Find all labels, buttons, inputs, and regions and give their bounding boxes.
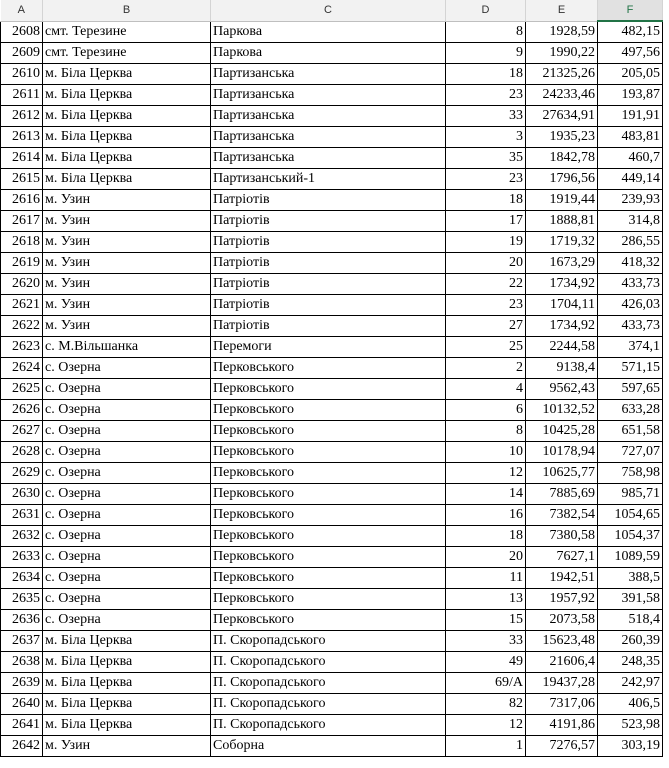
cell-f[interactable]: 523,98 — [598, 715, 663, 736]
cell-f[interactable]: 374,1 — [598, 337, 663, 358]
cell-a[interactable]: 2640 — [1, 694, 43, 715]
cell-b[interactable]: м. Біла Церква — [43, 148, 211, 169]
cell-f[interactable]: 391,58 — [598, 589, 663, 610]
column-header-d[interactable]: D — [446, 0, 526, 21]
cell-e[interactable]: 7380,58 — [526, 526, 598, 547]
cell-a[interactable]: 2610 — [1, 64, 43, 85]
table-row — [1, 505, 663, 526]
cell-b[interactable]: с. Озерна — [43, 526, 211, 547]
cell-e[interactable]: 21325,26 — [526, 64, 598, 85]
cell-b[interactable]: с. Озерна — [43, 484, 211, 505]
cell-c[interactable]: Перковського — [211, 463, 446, 484]
table-row — [1, 358, 663, 379]
cell-b[interactable]: смт. Терезине — [43, 21, 211, 43]
cell-e[interactable]: 1888,81 — [526, 211, 598, 232]
cell-a[interactable]: 2620 — [1, 274, 43, 295]
table-row — [1, 442, 663, 463]
cell-c[interactable]: П. Скоропадського — [211, 631, 446, 652]
cell-f[interactable]: 482,15 — [598, 21, 663, 43]
cell-d[interactable]: 27 — [446, 316, 526, 337]
table-row — [1, 715, 663, 736]
cell-b[interactable]: с. Озерна — [43, 442, 211, 463]
cell-a[interactable]: 2616 — [1, 190, 43, 211]
cell-a[interactable]: 2639 — [1, 673, 43, 694]
cell-a[interactable]: 2635 — [1, 589, 43, 610]
cell-f[interactable]: 985,71 — [598, 484, 663, 505]
column-header-e[interactable]: E — [526, 0, 598, 21]
cell-d[interactable]: 1 — [446, 736, 526, 757]
cell-f[interactable]: 248,35 — [598, 652, 663, 673]
cell-a[interactable]: 2625 — [1, 379, 43, 400]
cell-c[interactable]: Патріотів — [211, 211, 446, 232]
cell-e[interactable]: 1734,92 — [526, 316, 598, 337]
cell-d[interactable]: 9 — [446, 43, 526, 64]
cell-c[interactable]: Перковського — [211, 526, 446, 547]
cell-e[interactable]: 10132,52 — [526, 400, 598, 421]
cell-b[interactable]: м. Узин — [43, 232, 211, 253]
cell-a[interactable]: 2629 — [1, 463, 43, 484]
cell-e[interactable]: 27634,91 — [526, 106, 598, 127]
cell-c[interactable]: Партизанський-1 — [211, 169, 446, 190]
cell-a[interactable]: 2632 — [1, 526, 43, 547]
cell-f[interactable]: 758,98 — [598, 463, 663, 484]
cell-a[interactable]: 2623 — [1, 337, 43, 358]
cell-f[interactable]: 242,97 — [598, 673, 663, 694]
cell-f[interactable]: 433,73 — [598, 316, 663, 337]
cell-a[interactable]: 2609 — [1, 43, 43, 64]
cell-a[interactable]: 2627 — [1, 421, 43, 442]
cell-d[interactable]: 4 — [446, 379, 526, 400]
cell-d[interactable]: 3 — [446, 127, 526, 148]
cell-c[interactable]: П. Скоропадського — [211, 694, 446, 715]
cell-f[interactable]: 1054,37 — [598, 526, 663, 547]
cell-d[interactable]: 18 — [446, 190, 526, 211]
cell-d[interactable]: 25 — [446, 337, 526, 358]
table-row — [1, 190, 663, 211]
cell-c[interactable]: Перковського — [211, 379, 446, 400]
cell-a[interactable]: 2626 — [1, 400, 43, 421]
cell-e[interactable]: 2244,58 — [526, 337, 598, 358]
cell-b[interactable]: м. Біла Церква — [43, 127, 211, 148]
cell-b[interactable]: с. Озерна — [43, 505, 211, 526]
table-row — [1, 253, 663, 274]
table-row — [1, 316, 663, 337]
cell-d[interactable]: 16 — [446, 505, 526, 526]
table-row — [1, 484, 663, 505]
table-row — [1, 337, 663, 358]
cell-d[interactable]: 11 — [446, 568, 526, 589]
cell-f[interactable]: 483,81 — [598, 127, 663, 148]
table-row — [1, 127, 663, 148]
cell-d[interactable]: 35 — [446, 148, 526, 169]
table-row — [1, 43, 663, 64]
cell-c[interactable]: Патріотів — [211, 295, 446, 316]
cell-c[interactable]: Партизанська — [211, 85, 446, 106]
column-header-c[interactable]: C — [211, 0, 446, 21]
cell-a[interactable]: 2615 — [1, 169, 43, 190]
cell-b[interactable]: м. Узин — [43, 211, 211, 232]
cell-b[interactable]: с. Озерна — [43, 589, 211, 610]
cell-a[interactable]: 2631 — [1, 505, 43, 526]
cell-f[interactable]: 633,28 — [598, 400, 663, 421]
cell-f[interactable]: 433,73 — [598, 274, 663, 295]
cell-a[interactable]: 2619 — [1, 253, 43, 274]
cell-a[interactable]: 2624 — [1, 358, 43, 379]
table-row — [1, 526, 663, 547]
table-row — [1, 421, 663, 442]
cell-e[interactable]: 1919,44 — [526, 190, 598, 211]
table-row — [1, 106, 663, 127]
cell-c[interactable]: П. Скоропадського — [211, 715, 446, 736]
cell-a[interactable]: 2634 — [1, 568, 43, 589]
column-header-b[interactable]: B — [43, 0, 211, 21]
table-row — [1, 673, 663, 694]
cell-e[interactable]: 2073,58 — [526, 610, 598, 631]
cell-b[interactable]: с. Озерна — [43, 358, 211, 379]
cell-f[interactable]: 460,7 — [598, 148, 663, 169]
cell-d[interactable]: 18 — [446, 526, 526, 547]
cell-f[interactable]: 727,07 — [598, 442, 663, 463]
cell-f[interactable]: 286,55 — [598, 232, 663, 253]
grid-body — [1, 21, 663, 757]
cell-d[interactable]: 82 — [446, 694, 526, 715]
table-row — [1, 232, 663, 253]
cell-f[interactable]: 651,58 — [598, 421, 663, 442]
cell-c[interactable]: Партизанська — [211, 106, 446, 127]
cell-f[interactable]: 449,14 — [598, 169, 663, 190]
cell-d[interactable]: 22 — [446, 274, 526, 295]
cell-c[interactable]: Перковського — [211, 421, 446, 442]
table-row — [1, 463, 663, 484]
table-row — [1, 295, 663, 316]
cell-d[interactable]: 17 — [446, 211, 526, 232]
cell-b[interactable]: м. Узин — [43, 736, 211, 757]
cell-e[interactable]: 1796,56 — [526, 169, 598, 190]
cell-f[interactable]: 418,32 — [598, 253, 663, 274]
table-row — [1, 400, 663, 421]
cell-f[interactable]: 314,8 — [598, 211, 663, 232]
cell-e[interactable]: 1704,11 — [526, 295, 598, 316]
table-row — [1, 568, 663, 589]
cell-c[interactable]: Партизанська — [211, 148, 446, 169]
cell-e[interactable]: 10625,77 — [526, 463, 598, 484]
cell-c[interactable]: П. Скоропадського — [211, 652, 446, 673]
cell-d[interactable]: 69/А — [446, 673, 526, 694]
table-row — [1, 148, 663, 169]
cell-e[interactable]: 7885,69 — [526, 484, 598, 505]
cell-a[interactable]: 2613 — [1, 127, 43, 148]
cell-d[interactable]: 20 — [446, 547, 526, 568]
cell-f[interactable]: 193,87 — [598, 85, 663, 106]
cell-b[interactable]: м. Біла Церква — [43, 85, 211, 106]
cell-b[interactable]: м. Біла Церква — [43, 169, 211, 190]
cell-e[interactable]: 10178,94 — [526, 442, 598, 463]
table-row — [1, 652, 663, 673]
cell-d[interactable]: 8 — [446, 21, 526, 43]
cell-f[interactable]: 1054,65 — [598, 505, 663, 526]
cell-a[interactable]: 2638 — [1, 652, 43, 673]
cell-e[interactable]: 9138,4 — [526, 358, 598, 379]
cell-e[interactable]: 1719,32 — [526, 232, 598, 253]
cell-a[interactable]: 2608 — [1, 21, 43, 43]
cell-b[interactable]: с. Озерна — [43, 568, 211, 589]
cell-c[interactable]: Патріотів — [211, 274, 446, 295]
cell-c[interactable]: Перковського — [211, 442, 446, 463]
cell-e[interactable]: 10425,28 — [526, 421, 598, 442]
cell-e[interactable]: 24233,46 — [526, 85, 598, 106]
cell-e[interactable]: 1957,92 — [526, 589, 598, 610]
cell-c[interactable]: Патріотів — [211, 190, 446, 211]
cell-c[interactable]: Патріотів — [211, 253, 446, 274]
cell-a[interactable]: 2614 — [1, 148, 43, 169]
cell-e[interactable]: 1734,92 — [526, 274, 598, 295]
cell-b[interactable]: с. Озерна — [43, 463, 211, 484]
cell-a[interactable]: 2630 — [1, 484, 43, 505]
cell-c[interactable]: Паркова — [211, 43, 446, 64]
cell-d[interactable]: 14 — [446, 484, 526, 505]
cell-f[interactable]: 191,91 — [598, 106, 663, 127]
cell-d[interactable]: 12 — [446, 463, 526, 484]
table-row — [1, 21, 663, 43]
cell-e[interactable]: 7276,57 — [526, 736, 598, 757]
cell-c[interactable]: Паркова — [211, 21, 446, 43]
cell-b[interactable]: с. Озерна — [43, 547, 211, 568]
cell-d[interactable]: 6 — [446, 400, 526, 421]
table-row — [1, 547, 663, 568]
cell-d[interactable]: 15 — [446, 610, 526, 631]
cell-a[interactable]: 2611 — [1, 85, 43, 106]
cell-c[interactable]: Перковського — [211, 505, 446, 526]
cell-b[interactable]: с. Озерна — [43, 379, 211, 400]
table-row — [1, 610, 663, 631]
table-row — [1, 631, 663, 652]
cell-b[interactable]: смт. Терезине — [43, 43, 211, 64]
table-row — [1, 379, 663, 400]
cell-a[interactable]: 2628 — [1, 442, 43, 463]
cell-b[interactable]: с. Озерна — [43, 421, 211, 442]
cell-c[interactable]: Перковського — [211, 484, 446, 505]
table-row — [1, 169, 663, 190]
cell-d[interactable]: 49 — [446, 652, 526, 673]
cell-c[interactable]: Партизанська — [211, 127, 446, 148]
cell-c[interactable]: Соборна — [211, 736, 446, 757]
column-header-row — [1, 0, 663, 21]
cell-c[interactable]: Перемоги — [211, 337, 446, 358]
cell-a[interactable]: 2637 — [1, 631, 43, 652]
cell-f[interactable]: 239,93 — [598, 190, 663, 211]
cell-e[interactable]: 1942,51 — [526, 568, 598, 589]
column-header-a[interactable]: A — [1, 0, 43, 21]
cell-b[interactable]: м. Біла Церква — [43, 106, 211, 127]
cell-b[interactable]: м. Узин — [43, 274, 211, 295]
cell-f[interactable]: 518,4 — [598, 610, 663, 631]
cell-a[interactable]: 2622 — [1, 316, 43, 337]
cell-d[interactable]: 33 — [446, 631, 526, 652]
cell-f[interactable]: 1089,59 — [598, 547, 663, 568]
cell-e[interactable]: 4191,86 — [526, 715, 598, 736]
cell-b[interactable]: м. Біла Церква — [43, 694, 211, 715]
cell-a[interactable]: 2612 — [1, 106, 43, 127]
cell-e[interactable]: 21606,4 — [526, 652, 598, 673]
cell-c[interactable]: Перковського — [211, 400, 446, 421]
cell-b[interactable]: с. Озерна — [43, 400, 211, 421]
cell-d[interactable]: 33 — [446, 106, 526, 127]
cell-f[interactable]: 406,5 — [598, 694, 663, 715]
cell-b[interactable]: м. Біла Церква — [43, 652, 211, 673]
table-row — [1, 211, 663, 232]
cell-a[interactable]: 2618 — [1, 232, 43, 253]
cell-b[interactable]: м. Біла Церква — [43, 673, 211, 694]
table-row — [1, 85, 663, 106]
cell-e[interactable]: 15623,48 — [526, 631, 598, 652]
cell-b[interactable]: м. Біла Церква — [43, 64, 211, 85]
cell-a[interactable]: 2636 — [1, 610, 43, 631]
cell-b[interactable]: м. Узин — [43, 316, 211, 337]
cell-e[interactable]: 1990,22 — [526, 43, 598, 64]
cell-c[interactable]: Патріотів — [211, 232, 446, 253]
cell-a[interactable]: 2642 — [1, 736, 43, 757]
cell-b[interactable]: м. Узин — [43, 295, 211, 316]
cell-e[interactable]: 1842,78 — [526, 148, 598, 169]
cell-b[interactable]: м. Узин — [43, 253, 211, 274]
cell-d[interactable]: 13 — [446, 589, 526, 610]
cell-d[interactable]: 8 — [446, 421, 526, 442]
cell-c[interactable]: Перковського — [211, 547, 446, 568]
cell-c[interactable]: Партизанська — [211, 64, 446, 85]
cell-b[interactable]: м. Узин — [43, 190, 211, 211]
cell-d[interactable]: 19 — [446, 232, 526, 253]
cell-f[interactable]: 497,56 — [598, 43, 663, 64]
cell-e[interactable]: 7317,06 — [526, 694, 598, 715]
cell-f[interactable]: 426,03 — [598, 295, 663, 316]
cell-c[interactable]: Патріотів — [211, 316, 446, 337]
cell-d[interactable]: 23 — [446, 169, 526, 190]
cell-e[interactable]: 1673,29 — [526, 253, 598, 274]
cell-e[interactable]: 7627,1 — [526, 547, 598, 568]
cell-d[interactable]: 23 — [446, 295, 526, 316]
cell-c[interactable]: Перковського — [211, 358, 446, 379]
cell-c[interactable]: Перковського — [211, 610, 446, 631]
cell-a[interactable]: 2617 — [1, 211, 43, 232]
cell-d[interactable]: 12 — [446, 715, 526, 736]
cell-d[interactable]: 2 — [446, 358, 526, 379]
column-header-f[interactable]: F — [598, 0, 663, 21]
cell-e[interactable]: 19437,28 — [526, 673, 598, 694]
cell-e[interactable]: 1928,59 — [526, 21, 598, 43]
cell-c[interactable]: П. Скоропадського — [211, 673, 446, 694]
cell-f[interactable]: 205,05 — [598, 64, 663, 85]
cell-b[interactable]: с. М.Вільшанка — [43, 337, 211, 358]
table-row — [1, 694, 663, 715]
cell-c[interactable]: Перковського — [211, 568, 446, 589]
cell-a[interactable]: 2641 — [1, 715, 43, 736]
cell-a[interactable]: 2633 — [1, 547, 43, 568]
table-row — [1, 274, 663, 295]
cell-d[interactable]: 10 — [446, 442, 526, 463]
cell-b[interactable]: с. Озерна — [43, 610, 211, 631]
cell-f[interactable]: 260,39 — [598, 631, 663, 652]
cell-d[interactable]: 23 — [446, 85, 526, 106]
cell-e[interactable]: 9562,43 — [526, 379, 598, 400]
cell-d[interactable]: 20 — [446, 253, 526, 274]
cell-f[interactable]: 571,15 — [598, 358, 663, 379]
cell-f[interactable]: 597,65 — [598, 379, 663, 400]
table-row — [1, 589, 663, 610]
cell-d[interactable]: 18 — [446, 64, 526, 85]
cell-e[interactable]: 1935,23 — [526, 127, 598, 148]
cell-a[interactable]: 2621 — [1, 295, 43, 316]
cell-c[interactable]: Перковського — [211, 589, 446, 610]
cell-f[interactable]: 303,19 — [598, 736, 663, 757]
cell-b[interactable]: м. Біла Церква — [43, 631, 211, 652]
cell-f[interactable]: 388,5 — [598, 568, 663, 589]
table-row — [1, 64, 663, 85]
table-row — [1, 736, 663, 757]
cell-e[interactable]: 7382,54 — [526, 505, 598, 526]
cell-b[interactable]: м. Біла Церква — [43, 715, 211, 736]
